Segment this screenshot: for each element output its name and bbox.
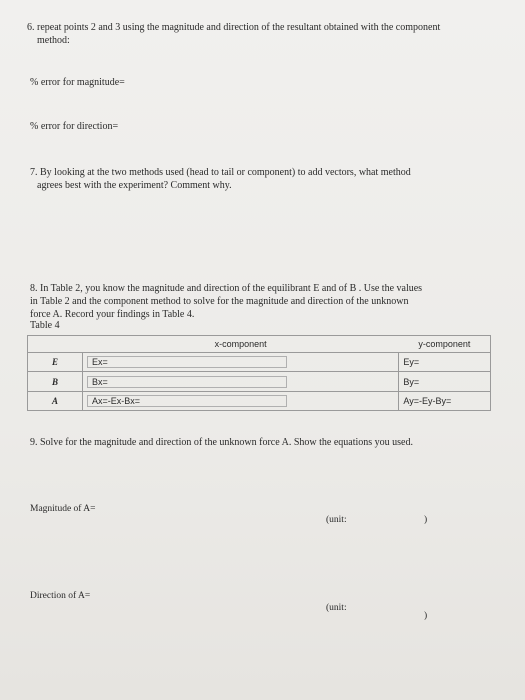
table-header-row [28,336,491,353]
row-label: B [28,372,83,391]
table-cell-y[interactable] [399,353,491,372]
ex-field: Ex= [87,356,287,368]
table-cell-x[interactable] [83,391,399,410]
ay-field: Ay=-Ey-By= [403,395,452,406]
table-cell-x[interactable] [83,353,399,372]
table-cell-y[interactable] [399,372,491,391]
direction-unit-close: ) [424,611,428,621]
ax-field: Ax=-Ex-Bx= [87,395,287,407]
table-header-blank [28,336,83,353]
direction-a-label: Direction of A= [30,591,91,601]
table-row [28,353,491,372]
table-cell-y[interactable] [399,391,491,410]
bx-field: Bx= [87,376,287,388]
table-cell-x[interactable] [83,372,399,391]
q8-text-line3: force A. Record your findings in Table 4. [30,309,195,320]
table-header-x: x-component [83,336,399,353]
q7-text-line2: agrees best with the experiment? Comment why. [37,180,232,191]
direction-unit-label: (unit: [326,603,347,613]
by-field: By= [403,376,420,387]
row-label: A [28,391,83,410]
q9-text-line1: 9. Solve for the magnitude and direction of the unknown force A. Show the equations you used. [30,437,413,448]
ey-field: Ey= [403,357,420,368]
magnitude-unit-label: (unit: [326,515,347,525]
q8-text-line2: in Table 2 and the component method to solve for the magnitude and direction of the unknown [30,296,409,307]
q6-text-line1: 6. repeat points 2 and 3 using the magnitude and direction of the resultant obtained with the component [27,22,441,33]
table-title: Table 4 [30,320,60,331]
q7-text-line1: 7. By looking at the two methods used (head to tail or component) to add vectors, what method [30,167,411,178]
table-header-y: y-component [399,336,491,353]
table-4 [27,335,491,411]
table-row [28,372,491,391]
magnitude-unit-close: ) [424,515,428,525]
error-magnitude-label: % error for magnitude= [30,77,125,88]
table-row [28,391,491,410]
row-label: E [28,353,83,372]
magnitude-a-label: Magnitude of A= [30,504,96,514]
error-direction-label: % error for direction= [30,121,119,132]
q8-text-line1: 8. In Table 2, you know the magnitude and direction of the equilibrant E and of B . Use the values [30,283,423,294]
q6-text-line2: method: [37,35,70,46]
